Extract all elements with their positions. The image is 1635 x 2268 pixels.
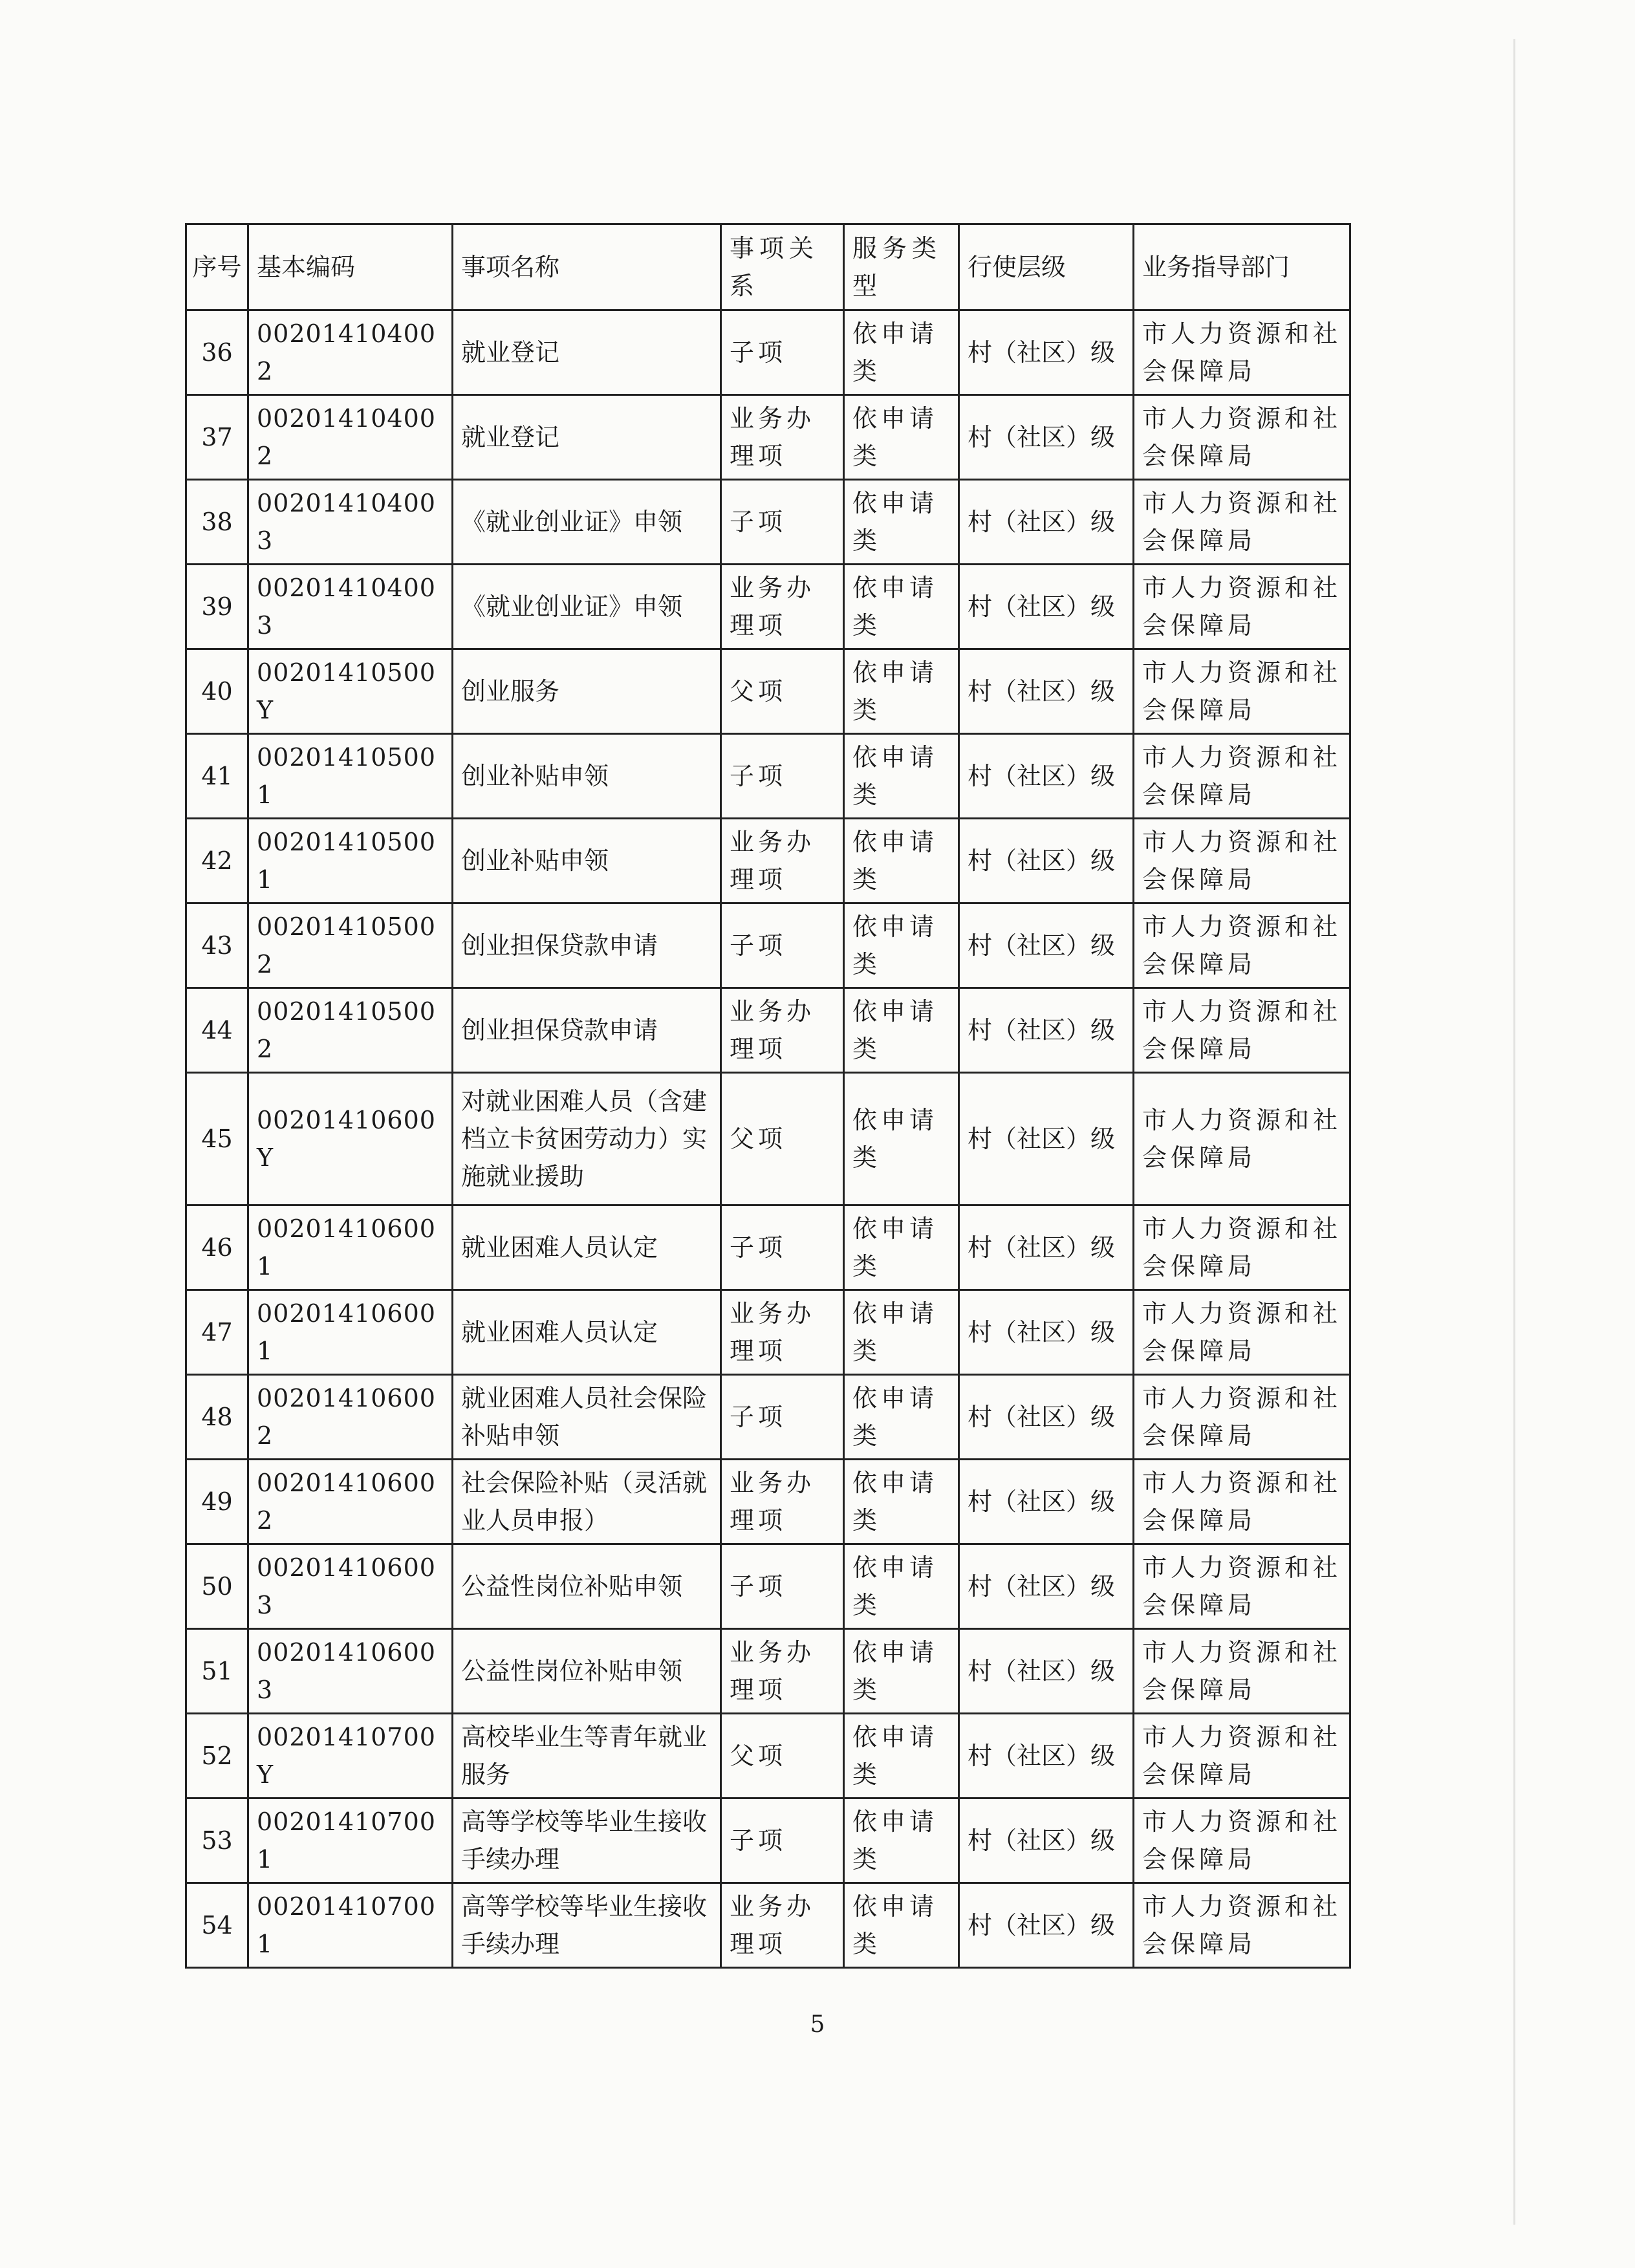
- table-body: [186, 310, 1350, 1968]
- cell-basic-code: 002014106002: [248, 1460, 453, 1544]
- cell-item-relation: 子项: [721, 1798, 844, 1883]
- cell-exercise-level: 村（社区）级: [959, 819, 1134, 903]
- cell-serial-number: 49: [186, 1460, 248, 1544]
- cell-service-type: 依申请类: [844, 1460, 959, 1544]
- cell-serial-number: 44: [186, 988, 248, 1073]
- cell-exercise-level: 村（社区）级: [959, 1205, 1134, 1290]
- cell-guidance-department: 市人力资源和社会保障局: [1134, 1544, 1350, 1629]
- header-serial-number: 序号: [186, 224, 248, 310]
- cell-service-type: 依申请类: [844, 480, 959, 565]
- cell-serial-number: 47: [186, 1290, 248, 1375]
- table-row: [186, 903, 1350, 988]
- cell-serial-number: 54: [186, 1883, 248, 1968]
- cell-service-type: 依申请类: [844, 988, 959, 1073]
- cell-service-type: 依申请类: [844, 903, 959, 988]
- cell-service-type: 依申请类: [844, 1714, 959, 1798]
- cell-exercise-level: 村（社区）级: [959, 1073, 1134, 1205]
- cell-service-type: 依申请类: [844, 819, 959, 903]
- cell-serial-number: 38: [186, 480, 248, 565]
- cell-exercise-level: 村（社区）级: [959, 1460, 1134, 1544]
- cell-item-name: 公益性岗位补贴申领: [453, 1544, 721, 1629]
- cell-service-type: 依申请类: [844, 1205, 959, 1290]
- cell-item-relation: 子项: [721, 310, 844, 395]
- cell-serial-number: 46: [186, 1205, 248, 1290]
- matters-table: [185, 223, 1351, 1969]
- cell-item-relation: 父项: [721, 1073, 844, 1205]
- header-exercise-level: 行使层级: [959, 224, 1134, 310]
- scan-edge-line: [1513, 39, 1515, 2225]
- cell-item-name: 创业担保贷款申请: [453, 903, 721, 988]
- cell-item-relation: 父项: [721, 1714, 844, 1798]
- table-row: [186, 1290, 1350, 1375]
- cell-item-relation: 业务办理项: [721, 565, 844, 649]
- cell-item-relation: 子项: [721, 1205, 844, 1290]
- cell-exercise-level: 村（社区）级: [959, 1290, 1134, 1375]
- header-basic-code: 基本编码: [248, 224, 453, 310]
- cell-guidance-department: 市人力资源和社会保障局: [1134, 480, 1350, 565]
- cell-guidance-department: 市人力资源和社会保障局: [1134, 310, 1350, 395]
- cell-basic-code: 002014105002: [248, 988, 453, 1073]
- cell-exercise-level: 村（社区）级: [959, 480, 1134, 565]
- cell-basic-code: 002014107001: [248, 1883, 453, 1968]
- cell-serial-number: 51: [186, 1629, 248, 1714]
- cell-basic-code: 00201410600Y: [248, 1073, 453, 1205]
- cell-item-name: 对就业困难人员（含建档立卡贫困劳动力）实施就业援助: [453, 1073, 721, 1205]
- cell-basic-code: 002014106003: [248, 1544, 453, 1629]
- cell-item-name: 《就业创业证》申领: [453, 565, 721, 649]
- cell-service-type: 依申请类: [844, 649, 959, 734]
- table-row: [186, 649, 1350, 734]
- cell-service-type: 依申请类: [844, 1290, 959, 1375]
- cell-service-type: 依申请类: [844, 565, 959, 649]
- cell-guidance-department: 市人力资源和社会保障局: [1134, 734, 1350, 819]
- cell-exercise-level: 村（社区）级: [959, 395, 1134, 480]
- table-row: [186, 1883, 1350, 1968]
- cell-exercise-level: 村（社区）级: [959, 565, 1134, 649]
- cell-item-name: 高等学校等毕业生接收手续办理: [453, 1798, 721, 1883]
- cell-guidance-department: 市人力资源和社会保障局: [1134, 1883, 1350, 1968]
- table-row: [186, 1073, 1350, 1205]
- cell-guidance-department: 市人力资源和社会保障局: [1134, 1460, 1350, 1544]
- cell-service-type: 依申请类: [844, 395, 959, 480]
- cell-basic-code: 002014104002: [248, 395, 453, 480]
- cell-exercise-level: 村（社区）级: [959, 988, 1134, 1073]
- cell-guidance-department: 市人力资源和社会保障局: [1134, 1629, 1350, 1714]
- table-row: [186, 565, 1350, 649]
- cell-basic-code: 002014106001: [248, 1205, 453, 1290]
- cell-item-relation: 业务办理项: [721, 819, 844, 903]
- cell-exercise-level: 村（社区）级: [959, 1883, 1134, 1968]
- cell-exercise-level: 村（社区）级: [959, 1798, 1134, 1883]
- cell-item-relation: 子项: [721, 1375, 844, 1460]
- cell-basic-code: 002014106002: [248, 1375, 453, 1460]
- cell-item-name: 社会保险补贴（灵活就业人员申报）: [453, 1460, 721, 1544]
- cell-item-name: 创业补贴申领: [453, 734, 721, 819]
- cell-guidance-department: 市人力资源和社会保障局: [1134, 903, 1350, 988]
- cell-guidance-department: 市人力资源和社会保障局: [1134, 819, 1350, 903]
- cell-basic-code: 002014106003: [248, 1629, 453, 1714]
- cell-guidance-department: 市人力资源和社会保障局: [1134, 395, 1350, 480]
- cell-basic-code: 002014105001: [248, 819, 453, 903]
- cell-item-relation: 子项: [721, 734, 844, 819]
- cell-item-name: 高校毕业生等青年就业服务: [453, 1714, 721, 1798]
- cell-basic-code: 002014104003: [248, 565, 453, 649]
- cell-item-name: 就业困难人员社会保险补贴申领: [453, 1375, 721, 1460]
- cell-exercise-level: 村（社区）级: [959, 1629, 1134, 1714]
- table-row: [186, 1714, 1350, 1798]
- cell-item-relation: 子项: [721, 1544, 844, 1629]
- cell-service-type: 依申请类: [844, 1883, 959, 1968]
- cell-service-type: 依申请类: [844, 310, 959, 395]
- cell-item-relation: 业务办理项: [721, 988, 844, 1073]
- table-header-row: [186, 224, 1350, 310]
- cell-item-name: 创业担保贷款申请: [453, 988, 721, 1073]
- page-number: 5: [810, 2011, 825, 2038]
- cell-exercise-level: 村（社区）级: [959, 1375, 1134, 1460]
- cell-exercise-level: 村（社区）级: [959, 649, 1134, 734]
- cell-serial-number: 48: [186, 1375, 248, 1460]
- cell-basic-code: 00201410500Y: [248, 649, 453, 734]
- cell-serial-number: 50: [186, 1544, 248, 1629]
- table-row: [186, 988, 1350, 1073]
- cell-serial-number: 42: [186, 819, 248, 903]
- cell-basic-code: 002014107001: [248, 1798, 453, 1883]
- cell-guidance-department: 市人力资源和社会保障局: [1134, 1714, 1350, 1798]
- header-service-type: 服务类型: [844, 224, 959, 310]
- cell-guidance-department: 市人力资源和社会保障局: [1134, 1290, 1350, 1375]
- cell-item-relation: 业务办理项: [721, 1883, 844, 1968]
- cell-serial-number: 53: [186, 1798, 248, 1883]
- cell-service-type: 依申请类: [844, 1073, 959, 1205]
- table-row: [186, 819, 1350, 903]
- header-guidance-department: 业务指导部门: [1134, 224, 1350, 310]
- cell-item-relation: 业务办理项: [721, 1629, 844, 1714]
- cell-item-relation: 业务办理项: [721, 395, 844, 480]
- cell-guidance-department: 市人力资源和社会保障局: [1134, 565, 1350, 649]
- cell-item-name: 创业补贴申领: [453, 819, 721, 903]
- cell-exercise-level: 村（社区）级: [959, 903, 1134, 988]
- cell-item-name: 就业困难人员认定: [453, 1290, 721, 1375]
- cell-guidance-department: 市人力资源和社会保障局: [1134, 1375, 1350, 1460]
- cell-item-relation: 子项: [721, 480, 844, 565]
- cell-basic-code: 002014104003: [248, 480, 453, 565]
- cell-serial-number: 45: [186, 1073, 248, 1205]
- cell-item-name: 高等学校等毕业生接收手续办理: [453, 1883, 721, 1968]
- cell-guidance-department: 市人力资源和社会保障局: [1134, 1205, 1350, 1290]
- cell-item-relation: 子项: [721, 903, 844, 988]
- cell-serial-number: 52: [186, 1714, 248, 1798]
- cell-guidance-department: 市人力资源和社会保障局: [1134, 988, 1350, 1073]
- cell-guidance-department: 市人力资源和社会保障局: [1134, 1073, 1350, 1205]
- cell-item-relation: 父项: [721, 649, 844, 734]
- cell-item-name: 就业困难人员认定: [453, 1205, 721, 1290]
- cell-exercise-level: 村（社区）级: [959, 734, 1134, 819]
- cell-service-type: 依申请类: [844, 1798, 959, 1883]
- cell-guidance-department: 市人力资源和社会保障局: [1134, 649, 1350, 734]
- table-row: [186, 1629, 1350, 1714]
- table-row: [186, 310, 1350, 395]
- table-row: [186, 1460, 1350, 1544]
- cell-serial-number: 40: [186, 649, 248, 734]
- cell-service-type: 依申请类: [844, 1375, 959, 1460]
- cell-item-name: 就业登记: [453, 395, 721, 480]
- table-row: [186, 1205, 1350, 1290]
- cell-serial-number: 43: [186, 903, 248, 988]
- cell-item-relation: 业务办理项: [721, 1290, 844, 1375]
- cell-serial-number: 37: [186, 395, 248, 480]
- cell-item-name: 《就业创业证》申领: [453, 480, 721, 565]
- cell-basic-code: 002014106001: [248, 1290, 453, 1375]
- cell-service-type: 依申请类: [844, 734, 959, 819]
- cell-service-type: 依申请类: [844, 1544, 959, 1629]
- table-row: [186, 395, 1350, 480]
- header-item-name: 事项名称: [453, 224, 721, 310]
- table-row: [186, 734, 1350, 819]
- cell-serial-number: 39: [186, 565, 248, 649]
- cell-service-type: 依申请类: [844, 1629, 959, 1714]
- cell-guidance-department: 市人力资源和社会保障局: [1134, 1798, 1350, 1883]
- cell-basic-code: 002014104002: [248, 310, 453, 395]
- header-item-relation: 事项关系: [721, 224, 844, 310]
- table-row: [186, 1544, 1350, 1629]
- cell-item-relation: 业务办理项: [721, 1460, 844, 1544]
- cell-serial-number: 36: [186, 310, 248, 395]
- cell-basic-code: 00201410700Y: [248, 1714, 453, 1798]
- table-row: [186, 1798, 1350, 1883]
- cell-exercise-level: 村（社区）级: [959, 1544, 1134, 1629]
- table-row: [186, 1375, 1350, 1460]
- cell-basic-code: 002014105001: [248, 734, 453, 819]
- cell-item-name: 就业登记: [453, 310, 721, 395]
- cell-serial-number: 41: [186, 734, 248, 819]
- cell-exercise-level: 村（社区）级: [959, 1714, 1134, 1798]
- table-row: [186, 480, 1350, 565]
- cell-exercise-level: 村（社区）级: [959, 310, 1134, 395]
- cell-item-name: 公益性岗位补贴申领: [453, 1629, 721, 1714]
- cell-basic-code: 002014105002: [248, 903, 453, 988]
- cell-item-name: 创业服务: [453, 649, 721, 734]
